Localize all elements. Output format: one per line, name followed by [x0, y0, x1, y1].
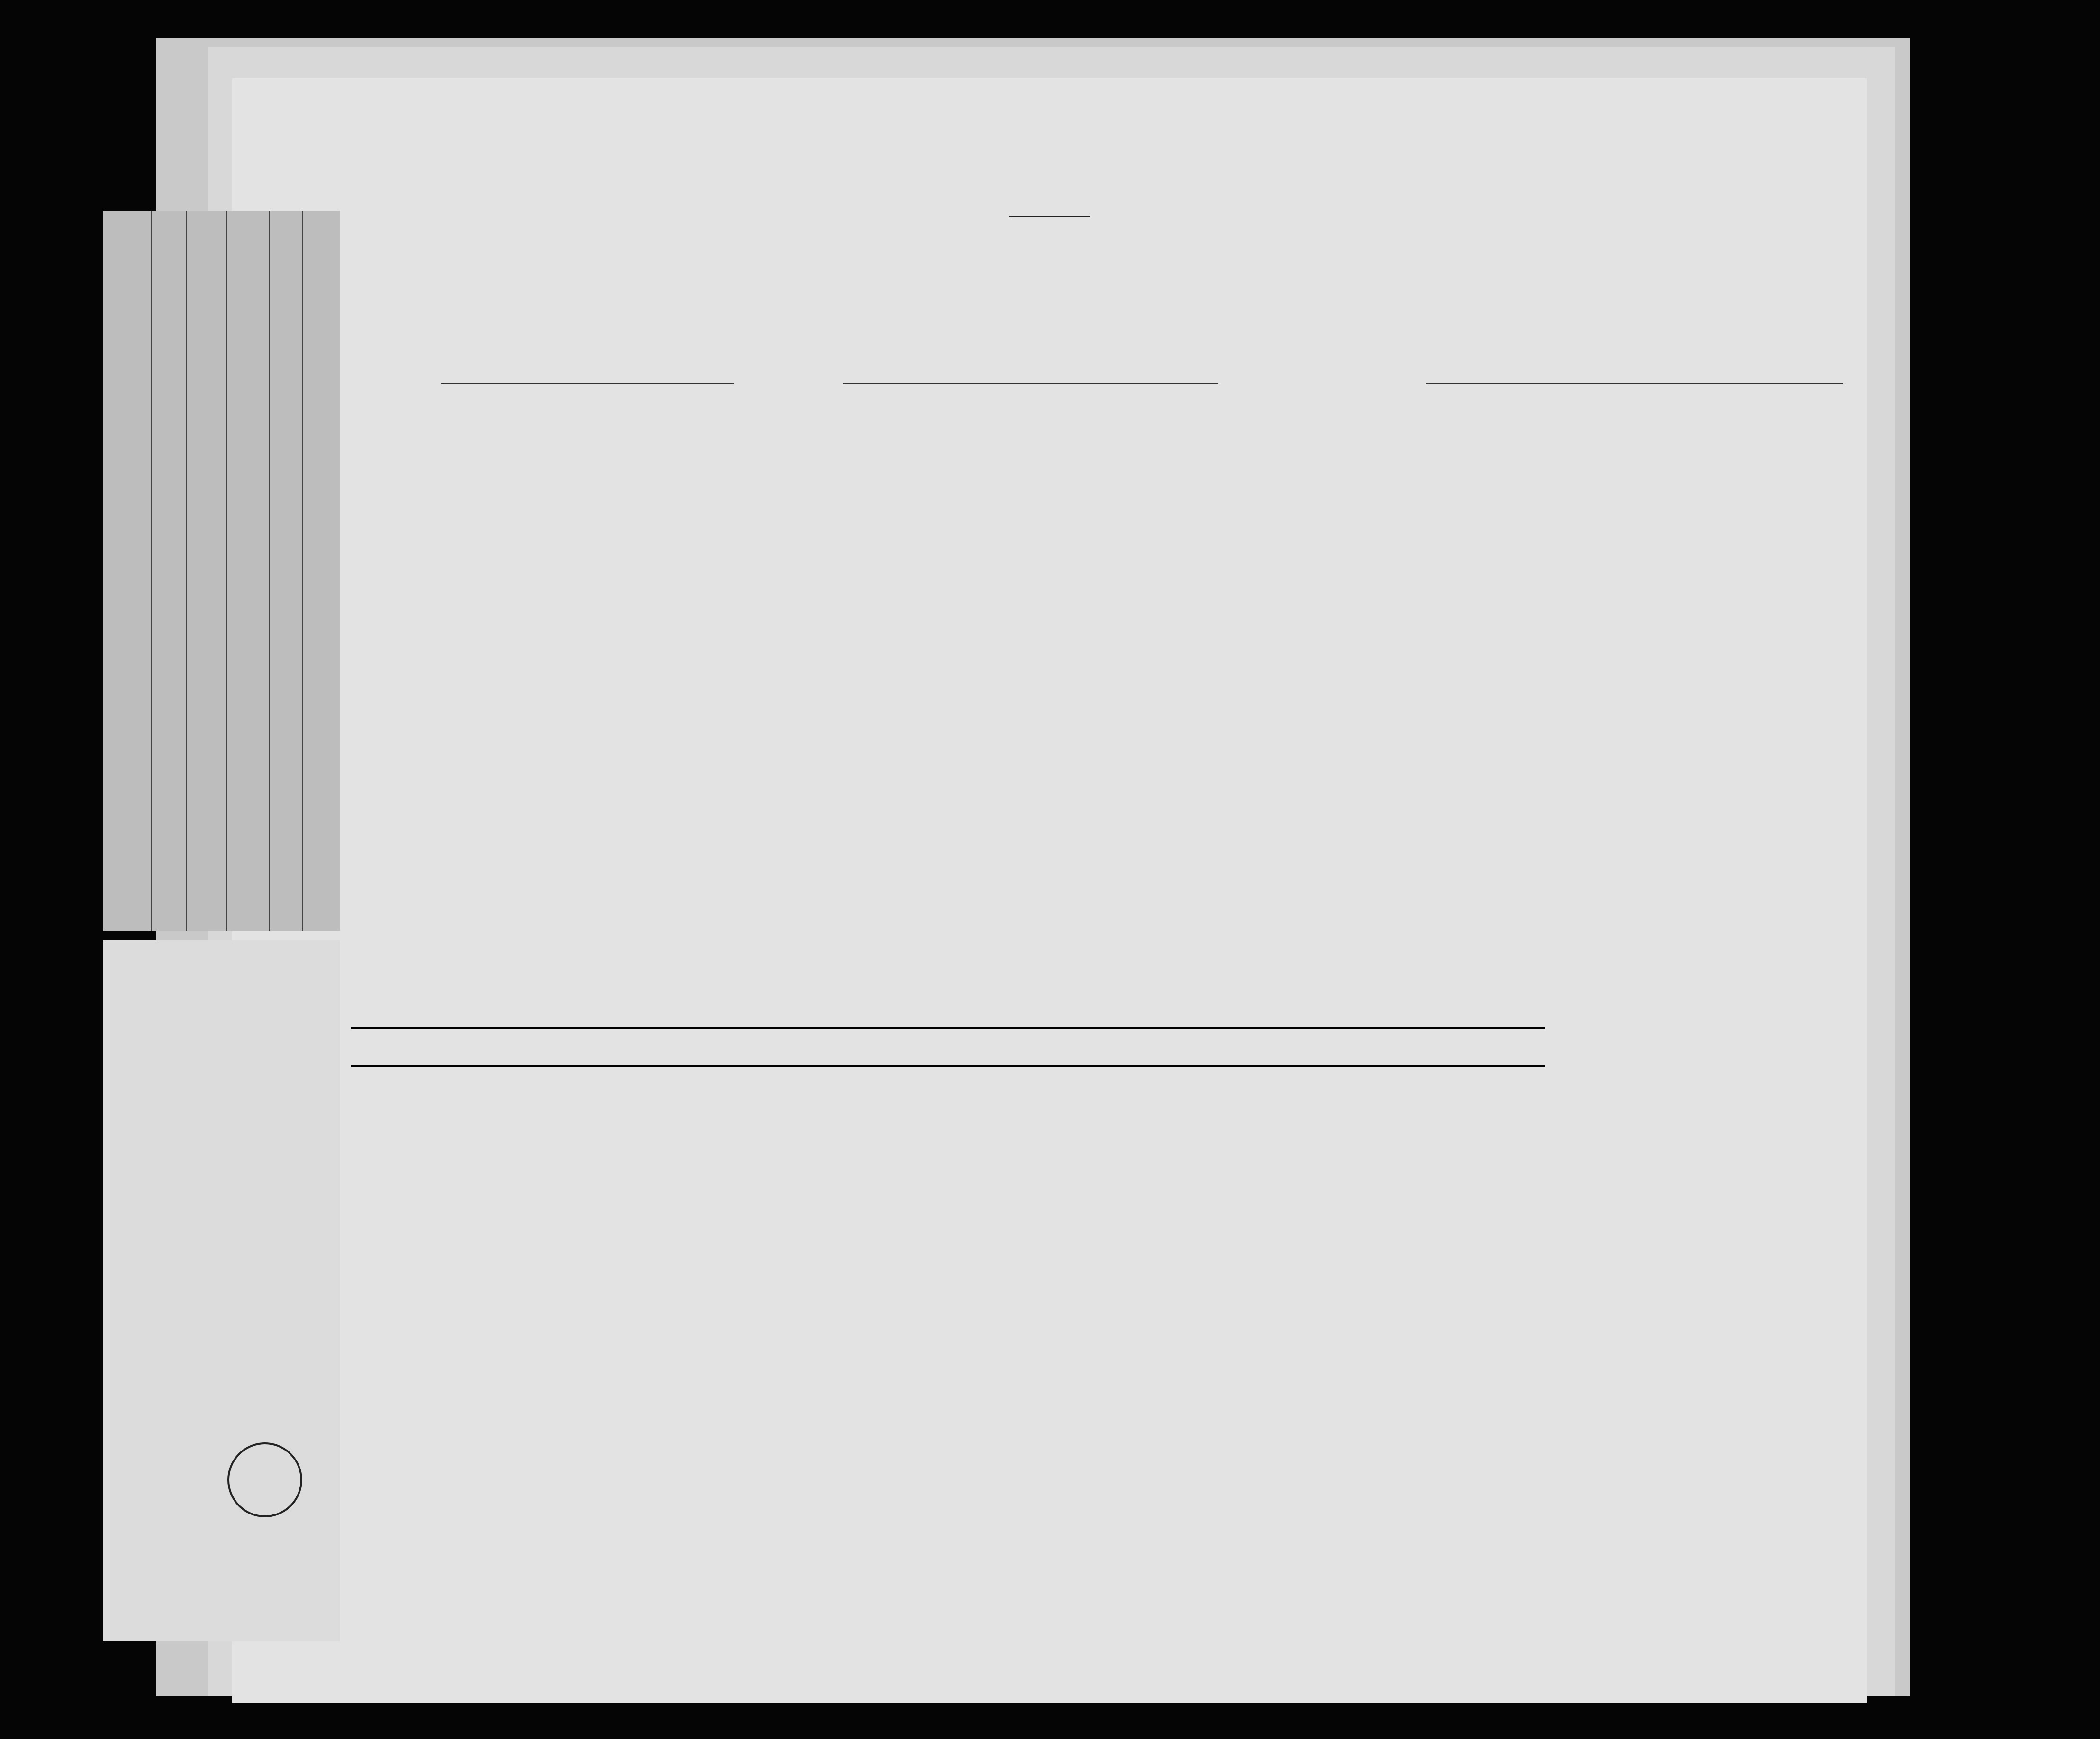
- discharged-seamen-slip: [103, 211, 340, 931]
- title-rule: [1009, 216, 1090, 217]
- deserter-slip: [103, 940, 340, 1641]
- manifest-sheet: [232, 78, 1867, 1703]
- ellis-island-stamp: [227, 1442, 302, 1517]
- strikethrough-line: [351, 1065, 1545, 1067]
- sheet-number: [1639, 199, 1656, 223]
- strikethrough-line: [351, 1027, 1545, 1029]
